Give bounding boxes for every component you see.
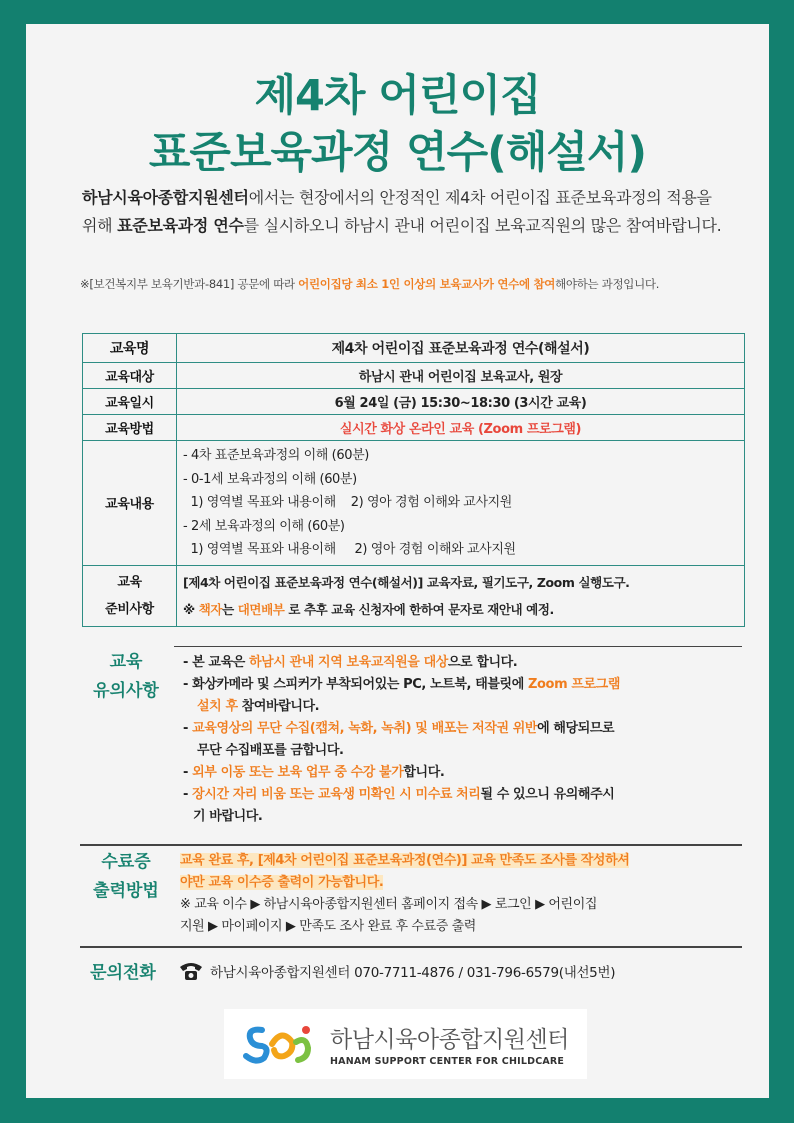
policy-note — [80, 274, 730, 294]
intro-paragraph — [82, 184, 722, 240]
content-line: 1) 영역별 목표와 내용이해 2) 영아 경험 이해와 교사지원 — [183, 542, 516, 557]
content-line: - 0-1세 보육과정의 이해 (60분) — [183, 471, 357, 487]
certificate-divider — [80, 844, 742, 846]
target-value: 하남시 관내 어린이집 보육교사, 원장 — [177, 363, 745, 389]
cautions-divider — [174, 646, 742, 647]
table-row-name — [83, 334, 745, 363]
prep-line1: [제4차 어린이집 표준보육과정 연수(해설서)] 교육자료, 필기도구, Zoom 실행도구. — [183, 574, 630, 590]
caution-line: 무단 수집배포를 금합니다. — [197, 743, 344, 758]
table-row-date — [83, 389, 745, 415]
logo-name-kr: 하남시육아종합지원센터 — [330, 1027, 569, 1053]
prep-label — [83, 565, 177, 626]
table-row-content — [83, 441, 745, 566]
course-name-label: 교육명 — [83, 334, 177, 363]
poster-title-line2: 표준보육과정 연수(해설서) — [148, 128, 647, 178]
poster-title-line1: 제4차 어린이집 — [254, 71, 541, 121]
intro-bold-2: 표준보육과정 연수 — [117, 216, 244, 235]
center-logo — [224, 1009, 587, 1079]
course-info-table — [82, 333, 745, 627]
method-value: 실시간 화상 온라인 교육 (Zoom 프로그램) — [177, 415, 745, 441]
caution-line: 기 바랍니다. — [193, 809, 263, 824]
prep-line2-booklet: 책자 — [198, 601, 223, 617]
certificate-steps-line2: 지원 ▶ 마이페이지 ▶ 만족도 조사 완료 후 수료증 출력 — [180, 919, 476, 934]
content-line: - 2세 보육과정의 이해 (60분) — [183, 518, 345, 534]
prep-line2-inperson: 대면배부 — [237, 601, 285, 617]
inquiry-text: 하남시육아종합지원센터 070-7711-4876 / 031-796-6579(내선5번) — [210, 965, 616, 981]
content-line: - 4차 표준보육과정의 이해 (60분) — [183, 448, 369, 463]
center-logo-icon — [242, 1022, 318, 1066]
caution-line: - 외부 이동 또는 보육 업무 중 수강 불가합니다. — [183, 765, 445, 780]
prep-label-line2: 준비사항 — [105, 601, 154, 617]
certificate-label-line2: 출력방법 — [93, 881, 159, 901]
intro-text-1: 에서는 현장에서의 안정적인 제4차 어린이집 표준보육과정의 적용을 위해 — [82, 188, 712, 235]
certificate-highlight-line2: 야만 교육 이수증 출력이 가능합니다. — [180, 875, 384, 890]
cautions-label — [76, 648, 176, 706]
certificate-body — [180, 850, 710, 938]
note-prefix: ※[보건복지부 보육기반과-841] 공문에 따라 — [80, 277, 299, 291]
content-label: 교육내용 — [83, 441, 177, 566]
target-label: 교육대상 — [83, 363, 177, 389]
inquiry-divider — [80, 946, 742, 948]
prep-line2-suffix: 로 추후 교육 신청자에 한하여 문자로 재안내 예정. — [284, 601, 554, 617]
prep-line2-mid: 는 — [222, 601, 238, 617]
caution-line: - 화상카메라 및 스피커가 부착되어있는 PC, 노트북, 태블릿에 Zoom 프로그램 — [183, 677, 620, 692]
course-name-value: 제4차 어린이집 표준보육과정 연수(해설서) — [177, 334, 745, 363]
date-value: 6월 24일 (금) 15:30~18:30 (3시간 교육) — [177, 389, 745, 415]
caution-line: 설치 후 참여바랍니다. — [197, 699, 320, 714]
intro-text-3: 를 실시하오니 하남시 관내 어린이집 보육교직원의 많은 참여바랍니다. — [243, 216, 722, 235]
date-label: 교육일시 — [83, 389, 177, 415]
cautions-label-line1: 교육 — [109, 652, 143, 672]
prep-label-line1: 교육 — [117, 574, 142, 590]
intro-center-name: 하남시육아종합지원센터 — [82, 188, 249, 207]
note-suffix: 해야하는 과정입니다. — [555, 277, 660, 291]
prep-line2 — [183, 596, 738, 623]
prep-line2-prefix: ※ — [183, 601, 199, 617]
certificate-steps-line1: ※ 교육 이수 ▶ 하남시육아종합지원센터 홈페이지 접속 ▶ 로그인 ▶ 어린이집 — [180, 897, 598, 912]
certificate-label-line1: 수료증 — [101, 852, 151, 872]
content-line: 1) 영역별 목표와 내용이해 2) 영아 경험 이해와 교사지원 — [183, 495, 512, 510]
table-row-target — [83, 363, 745, 389]
method-label: 교육방법 — [83, 415, 177, 441]
caution-line: - 장시간 자리 비움 또는 교육생 미확인 시 미수료 처리될 수 있으니 유의해주시 — [183, 787, 615, 802]
certificate-label — [76, 848, 176, 906]
certificate-highlight-line1: 교육 완료 후, [제4차 어린이집 표준보육과정(연수)] 교육 만족도 조사를 작성하셔 — [180, 853, 630, 868]
inquiry-label: 문의전화 — [90, 963, 156, 983]
caution-line: - 교육영상의 무단 수집(캡쳐, 녹화, 녹취) 및 배포는 저작권 위반에 해당되므로 — [183, 721, 615, 736]
cautions-label-line2: 유의사항 — [93, 681, 159, 701]
table-row-prep — [83, 565, 745, 626]
logo-name-en: HANAM SUPPORT CENTER FOR CHILDCARE — [330, 1056, 565, 1067]
center-logo-text — [330, 1021, 569, 1067]
inquiry-phone — [178, 960, 615, 982]
table-row-method — [83, 415, 745, 441]
cautions-body — [183, 652, 713, 828]
content-list — [177, 441, 745, 566]
caution-line: - 본 교육은 하남시 관내 지역 보육교직원을 대상으로 합니다. — [183, 655, 518, 670]
telephone-icon — [178, 960, 204, 982]
prep-value — [177, 565, 745, 626]
note-highlight: 어린이집당 최소 1인 이상의 보육교사가 연수에 참여 — [298, 277, 556, 291]
poster-sheet — [26, 24, 769, 1098]
